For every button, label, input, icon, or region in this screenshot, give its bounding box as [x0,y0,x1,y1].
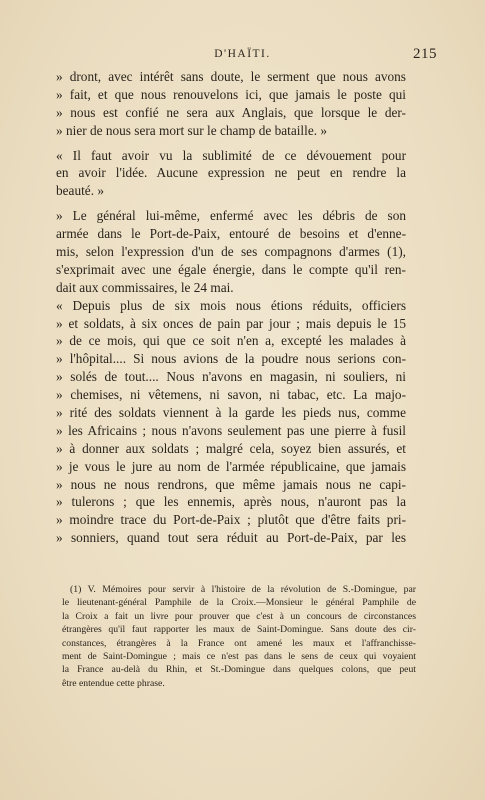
text-line: » chemises, ni vêtemens, ni savon, ni tabac, etc. La majo- [56,387,406,403]
footnote-line: étrangères qu'il faut rapporter les maux de Saint-Domingue. Sans doute des cir- [62,624,416,636]
footnote-line: le lieutenant-général Pamphile de la Croix.—Monsieur le général Pamphile de [62,597,416,609]
text-line: » de ce mois, qui que ce soit n'en a, excepté les malades à [56,333,406,349]
text-line: » moindre trace du Port-de-Paix ; plutôt que d'être faits pri- [56,512,406,528]
text-line: » dront, avec intérêt sans doute, le serment que nous avons [56,69,406,84]
text-line: dait aux commissaires, le 24 mai. [56,279,234,295]
text-line: » nous ne nous rendrons, que même jamais nous ne capi- [56,476,406,492]
text-line: « Il faut avoir vu la sublimité de ce dévouement pour [56,147,406,163]
text-line: s'exprimait avec une égale énergie, dans le compte qu'il ren- [56,261,406,277]
text-line: » l'hôpital.... Si nous avions de la poudre nous serions con- [56,351,406,367]
main-text [56,68,406,547]
page-header [0,46,485,64]
footnote-line: (1) V. Mémoires pour servir à l'histoire de la révolution de S.-Domingue, par [70,584,416,595]
text-line: mis, selon l'expression d'un de ses compagnons d'armes (1), [56,244,406,260]
text-line: » à donner aux soldats ; malgré cela, soyez bien assurés, et [56,440,406,456]
text-line: » les Africains ; nous n'avons seulement pas une pierre à fusil [56,422,406,438]
text-line: » solés de tout.... Nous n'avons en magasin, ni souliers, ni [56,369,406,385]
running-head: D'HAÏTI. [214,48,271,60]
text-line: » et soldats, à six onces de pain par jour ; mais depuis le 15 [56,315,406,331]
paragraph-gap [56,140,406,147]
text-line: » je vous le jure au nom de l'armée républicaine, que jamais [56,458,406,474]
text-line: » rité des soldats viennent à la garde les pieds nus, comme [56,405,406,421]
footnote-line: la Croix a fait un livre pour prouver que c'est à un concours de circonstances [62,610,416,622]
text-line: » nier de nous sera mort sur le champ de bataille. » [56,122,328,138]
footnote-line: constances, étrangères à la France ont amené les maux et l'affranchisse- [62,637,416,649]
text-line: » Le général lui-même, enfermé avec les débris de son [56,208,406,224]
footnote [62,583,416,690]
text-line: « Depuis plus de six mois nous étions réduits, officiers [56,297,406,313]
footnote-line: être entendue cette phrase. [62,677,165,689]
page-number: 215 [413,46,437,62]
text-line: » tulerons ; que les ennemis, après nous, n'auront pas la [56,494,406,510]
text-line: » sonniers, quand tout sera réduit au Port-de-Paix, par les [56,530,406,546]
footnote-line: ment de Saint-Domingue ; mais ce n'est pas dans le sens de ceux qui voyaient [62,650,416,662]
text-line: » fait, et que nous renouvelons ici, que jamais le poste qui [56,86,406,102]
text-line: en avoir l'idée. Aucune expression ne peut en rendre la [56,165,406,181]
footnote-line: la France au-delà du Rhin, et St.-Domingue dans quelques colons, que peut [62,664,416,676]
text-line: armée dans le Port-de-Paix, entouré de besoins et d'enne- [56,226,406,242]
text-line: beauté. » [56,183,104,199]
text-line: » nous est confié ne sera aux Anglais, que lorsque le der- [56,104,406,120]
paragraph-gap [56,200,406,207]
